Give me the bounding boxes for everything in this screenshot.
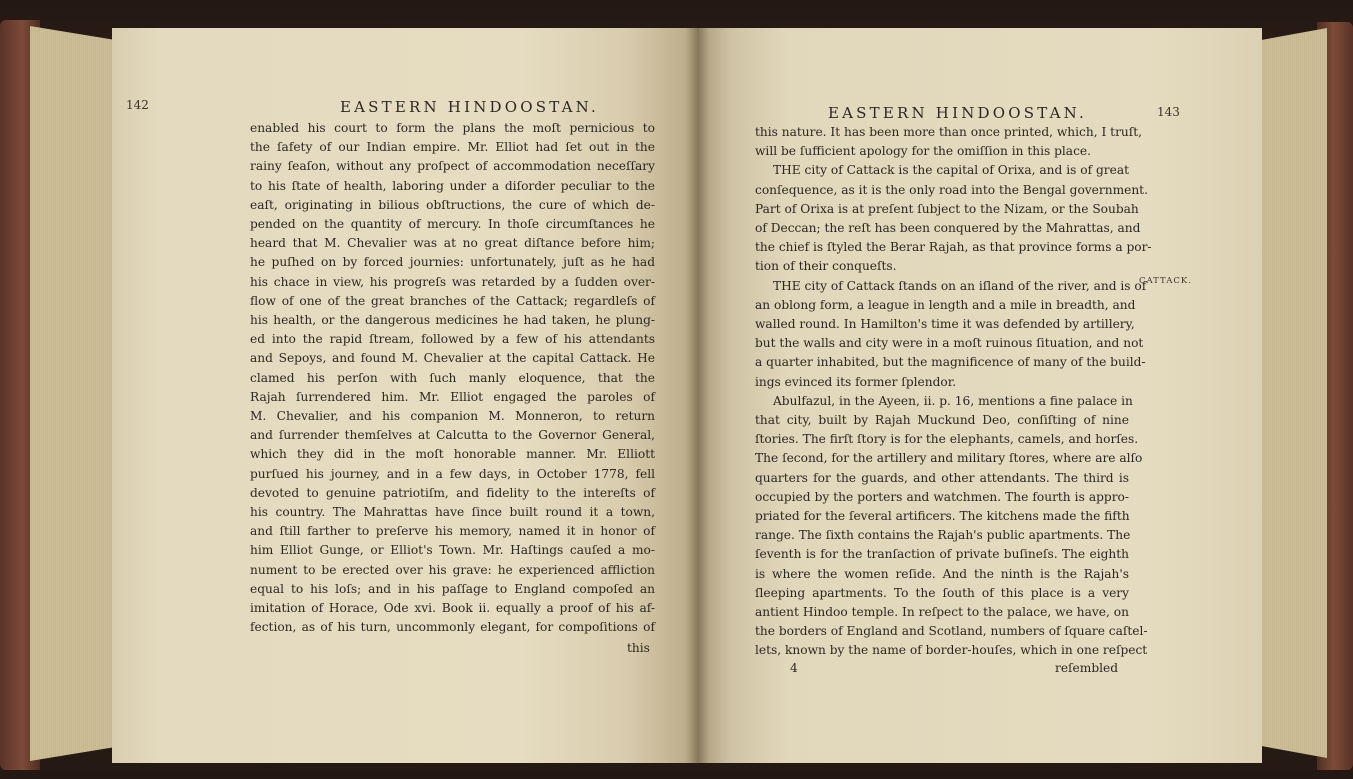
text-line: ſtories. The firſt ſtory is for the elephants, camels, and horſes. [755, 432, 1139, 447]
text-line: his health, or the dangerous medicines he had taken, he plung- [250, 313, 655, 328]
text-line: pended on the quantity of mercury. In thoſe circumſtances he [250, 217, 655, 232]
text-line: is where the women reſide. And the ninth is the Rajah's [755, 566, 1129, 581]
right-page-number: 143 [1157, 105, 1180, 119]
left-page-number: 142 [126, 98, 149, 112]
text-line: occupied by the porters and watchmen. The fourth is appro- [755, 489, 1129, 504]
left-running-head: EASTERN HINDOOSTAN. [340, 98, 599, 116]
text-line: ings evinced its former ſplendor. [755, 374, 957, 389]
text-line: the chief is ſtyled the Berar Rajah, as that province forms a por- [755, 240, 1152, 255]
text-line: quarters for the guards, and other attendants. The third is [755, 470, 1129, 485]
margin-note-cattack: CATTACK. [1139, 276, 1192, 286]
text-line: nument to be erected over his grave: he experienced affliction [250, 562, 655, 577]
text-line: lets, known by the name of border-houſes, which in one reſpect [755, 643, 1148, 658]
text-line: fection, as of his turn, uncommonly elegant, for compoſitions of [250, 620, 655, 635]
text-line: antient Hindoo temple. In reſpect to the palace, we have, on [755, 605, 1129, 620]
text-line: but the walls and city were in a moſt ruinous ſituation, and not [755, 336, 1144, 351]
text-line: him Elliot Gunge, or Elliot's Town. Mr. Haſtings cauſed a mo- [250, 543, 655, 558]
text-line: enabled his court to form the plans the moſt pernicious to [250, 121, 655, 135]
left-catchword: this [627, 641, 650, 655]
text-line: devoted to genuine patriotiſm, and fidelity to the intereſts of [250, 485, 655, 500]
text-line: Part of Orixa is at preſent ſubject to the Nizam, or the Soubah [755, 201, 1139, 216]
text-line: clamed his perſon with ſuch manly eloquence, that the [250, 370, 655, 385]
text-line: which they did in the moſt honorable manner. Mr. Elliott [250, 447, 655, 462]
text-line: conſequence, as it is the only road into the Bengal government. [755, 182, 1148, 197]
text-line: a quarter inhabited, but the magnificence of many of the build- [755, 355, 1146, 370]
text-line: ſleeping apartments. To the ſouth of this place is a very [755, 585, 1129, 600]
text-line: rainy ſeaſon, without any proſpect of accommodation neceſſary [250, 159, 655, 174]
text-line: and ſurrender themſelves at Calcutta to the Governor General, [250, 428, 655, 443]
text-line: Abulfazul, in the Ayeen, ii. p. 16, mentions a fine palace in [773, 393, 1133, 408]
text-line: priated for the ſeveral artificers. The kitchens made the fifth [755, 509, 1130, 524]
text-line: walled round. In Hamilton's time it was defended by artillery, [755, 317, 1135, 332]
text-line: that city, built by Rajah Muckund Deo, conſiſting of nine [755, 413, 1129, 428]
text-line: imitation of Horace, Ode xvi. Book ii. equally a proof of his af- [250, 601, 655, 616]
text-line: range. The ſixth contains the Rajah's public apartments. The [755, 528, 1131, 543]
right-running-head: EASTERN HINDOOSTAN. [828, 104, 1087, 122]
text-line: and Sepoys, and found M. Chevalier at the capital Cattack. He [250, 351, 655, 366]
text-line: heard that M. Chevalier was at no great diſtance before him; [250, 236, 655, 251]
left-page-edges [30, 26, 120, 761]
text-line: to his ſtate of health, laboring under a diſorder peculiar to the [250, 178, 655, 193]
text-line: tion of their conqueſts. [755, 259, 897, 274]
text-line: he puſhed on by forced journies: unfortunately, juſt as he had [250, 255, 655, 270]
text-line: and ſtill farther to preſerve his memory, named it in honor of [250, 524, 655, 539]
text-line: will be ſufficient apology for the omiſſion in this place. [755, 144, 1091, 159]
text-line: equal to his loſs; and in his paſſage to England compoſed an [250, 581, 655, 596]
text-line: of Deccan; the reſt has been conquered by the Mahrattas, and [755, 221, 1141, 236]
text-line: his country. The Mahrattas have ſince built round it a town, [250, 505, 655, 520]
text-line: The ſecond, for the artillery and military ſtores, where are alſo [755, 451, 1143, 466]
text-line: Rajah ſurrendered him. Mr. Elliot engaged the paroles of [250, 389, 655, 404]
text-line: his chace in view, his progreſs was retarded by a ſudden over- [250, 274, 655, 289]
text-line: the borders of England and Scotland, numbers of ſquare caſtel- [755, 624, 1148, 639]
signature-mark: 4 [790, 661, 798, 675]
text-line: ſeventh is for the tranſaction of private buſineſs. The eighth [755, 547, 1129, 562]
right-page-text [755, 123, 1152, 661]
text-line: THE city of Cattack is the capital of Orixa, and is of great [773, 163, 1129, 178]
right-catchword: reſembled [1055, 661, 1119, 675]
text-line: the ſafety of our Indian empire. Mr. Elliot had ſet out in the [250, 140, 655, 155]
text-line: flow of one of the great branches of the Cattack; regardleſs of [250, 293, 655, 308]
text-line: THE city of Cattack ſtands on an iſland of the river, and is of [773, 278, 1147, 293]
text-line: M. Chevalier, and his companion M. Monneron, to return [250, 409, 655, 424]
book-gutter [685, 28, 709, 763]
text-line: eaſt, originating in bilious obſtructions, the cure of which de- [250, 197, 655, 212]
left-page-text [250, 119, 655, 637]
text-line: this nature. It has been more than once printed, which, I truſt, [755, 125, 1143, 139]
text-line: an oblong form, a league in length and a mile in breadth, and [755, 297, 1136, 312]
text-line: ed into the rapid ſtream, followed by a few of his attendants [250, 332, 655, 347]
text-line: purſued his journey, and in a few days, in October 1778, fell [250, 466, 655, 481]
